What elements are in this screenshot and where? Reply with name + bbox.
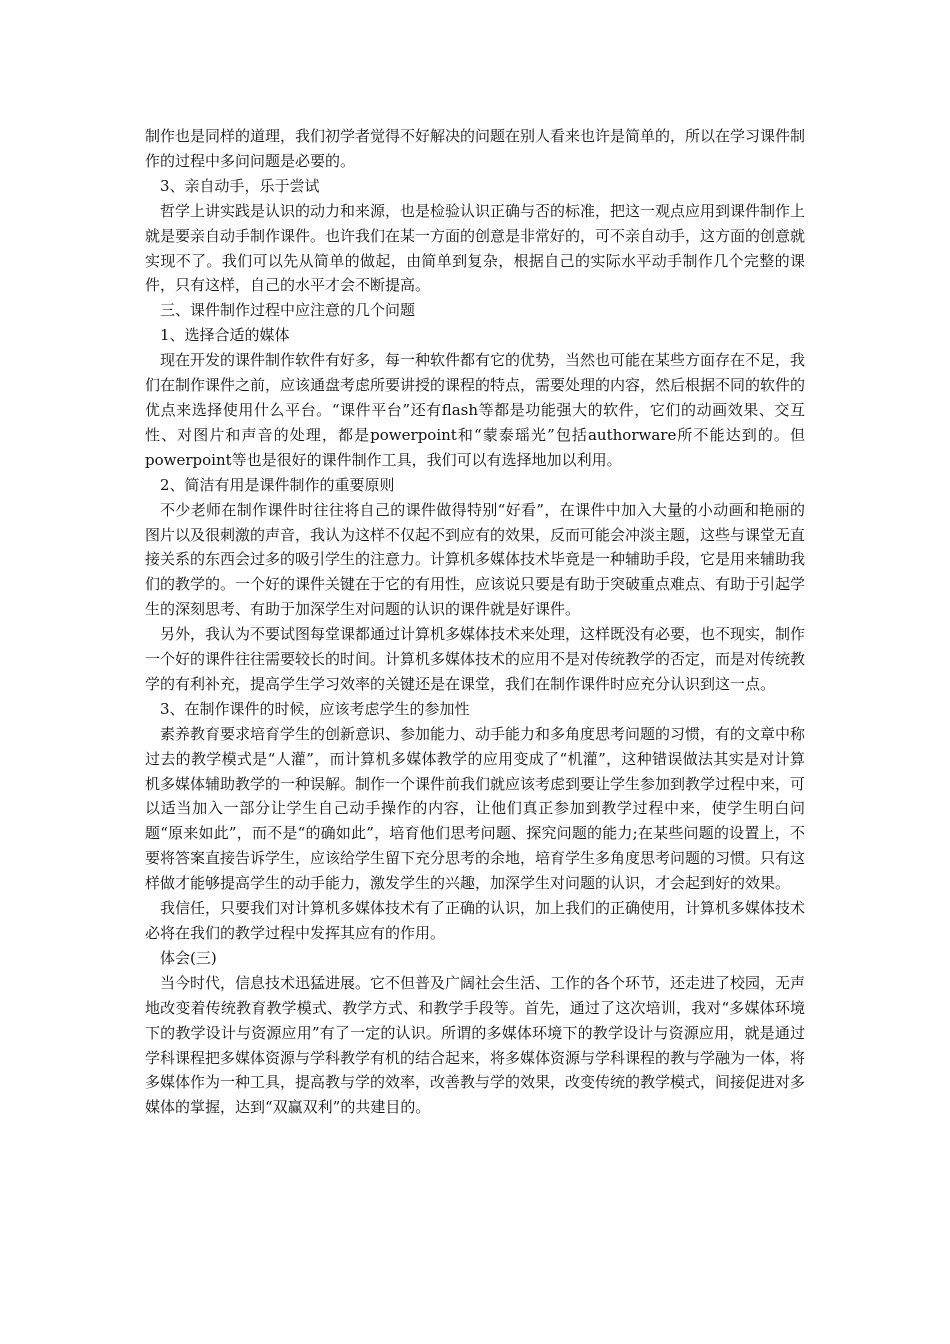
paragraph-information-age: 当今时代，信息技术迅猛进展。它不但普及广阔社会生活、工作的各个环节，还走进了校园，无声地改变着传统教育教学模式、教学方式、和教学手段等。首先，通过了这次培训，我对“多媒体环境下的教学设计与资源应用”有了一定的认识。所谓的多媒体环境下的教学设计与资源应用，就是通过学科课程把多媒体资源与学科教学有机的结合起来，将多媒体资源与学科课程的教与学融为一体，将多媒体作为一种工具，提高教与学的效率，改善教与学的效果，改变传统的教学模式，间接促进对多媒体的掌握，达到“双赢双利”的共建目的。 xyxy=(145,973,806,1117)
subheading-hands-on: 3、亲自动手，乐于尝试 xyxy=(160,176,320,195)
paragraph-continuation: 制作也是同样的道理，我们初学者觉得不好解决的问题在别人看来也许是简单的，所以在学习课件制作的过程中多问问题是必要的。 xyxy=(145,127,806,170)
paragraph-good-looking: 不少老师在制作课件时往往将自己的课件做得特别“好看”，在课件中加入大量的小动画和艳丽的图片以及很刺激的声音，我认为这样不仅起不到应有的效果，反而可能会冲淡主题，这些与课堂无直接关系的东西会过多的吸引学生的注意力。计算机多媒体技术毕竟是一种辅助手段，它是用来辅助我们的教学的。一个好的课件关键在于它的有用性，应该说只要是有助于突破重点难点、有助于引起学生的深刻思考、有助于加深学生对问题的认识的课件就是好课件。 xyxy=(145,500,806,619)
paragraph-practice: 哲学上讲实践是认识的动力和来源，也是检验认识正确与否的标准，把这一观点应用到课件制作上就是要亲自动手制作课件。也许我们在某一方面的创意是非常好的，可不亲自动手，这方面的创意就实现不了。我们可以先从简单的做起，由简单到复杂，根据自己的实际水平动手制作几个完整的课件，只有这样，自己的水平才会不断提高。 xyxy=(145,201,806,295)
paragraph-software: 现在开发的课件制作软件有好多，每一种软件都有它的优势，当然也可能在某些方面存在不足，我们在制作课件之前，应该通盘考虑所要讲授的课程的特点，需要处理的内容，然后根据不同的软件的优点来选择使用什么平台。“课件平台”还有flash等都是功能强大的软件，它们的动画效果、交互性、对图片和声音的处理，都是powerpoint和“蒙泰瑶光”包括authorware所不能达到的。但powerpoint等也是很好的课件制作工具，我们可以有选择地加以利用。 xyxy=(145,351,806,469)
paragraph-quality-education: 素养教育要求培育学生的创新意识、参加能力、动手能力和多角度思考问题的习惯，有的文章中称过去的教学模式是“人灌”，而计算机多媒体教学的应用变成了“机灌”，这种错误做法其实是对计算机多媒体辅助教学的一种误解。制作一个课件前我们就应该考虑到要让学生参加到教学过程中来，可以适当加入一部分让学生自己动手操作的内容，让他们真正参加到教学过程中来，使学生明白问题“原来如此”，而不是“的确如此”，培育他们思考问题、探究问题的能力;在某些问题的设置上，不要将答案直接告诉学生，应该给学生留下充分思考的余地，培育学生多角度思考问题的习惯。只有这样做才能够提高学生的动手能力，激发学生的兴趣，加深学生对问题的认识，才会起到好的效果。 xyxy=(145,724,806,893)
heading-experience-three: 体会(三) xyxy=(160,948,217,967)
subheading-participation: 3、在制作课件的时候，应该考虑学生的参加性 xyxy=(160,699,470,718)
subheading-simple-useful: 2、简洁有用是课件制作的重要原则 xyxy=(160,475,395,494)
section-heading-three: 三、课件制作过程中应注意的几个问题 xyxy=(160,301,416,320)
document-body xyxy=(145,124,805,1120)
paragraph-besides: 另外，我认为不要试图每堂课都通过计算机多媒体技术来处理，这样既没有必要，也不现实，制作一个好的课件往往需要较长的时间。计算机多媒体技术的应用不是对传统教学的否定，而是对传统教学的有利补充，提高学生学习效率的关键还是在课堂，我们在制作课件时应充分认识到这一点。 xyxy=(145,625,806,693)
paragraph-belief: 我信任，只要我们对计算机多媒体技术有了正确的认识，加上我们的正确使用，计算机多媒体技术必将在我们的教学过程中发挥其应有的作用。 xyxy=(145,899,806,942)
subheading-choose-media: 1、选择合适的媒体 xyxy=(160,326,290,345)
